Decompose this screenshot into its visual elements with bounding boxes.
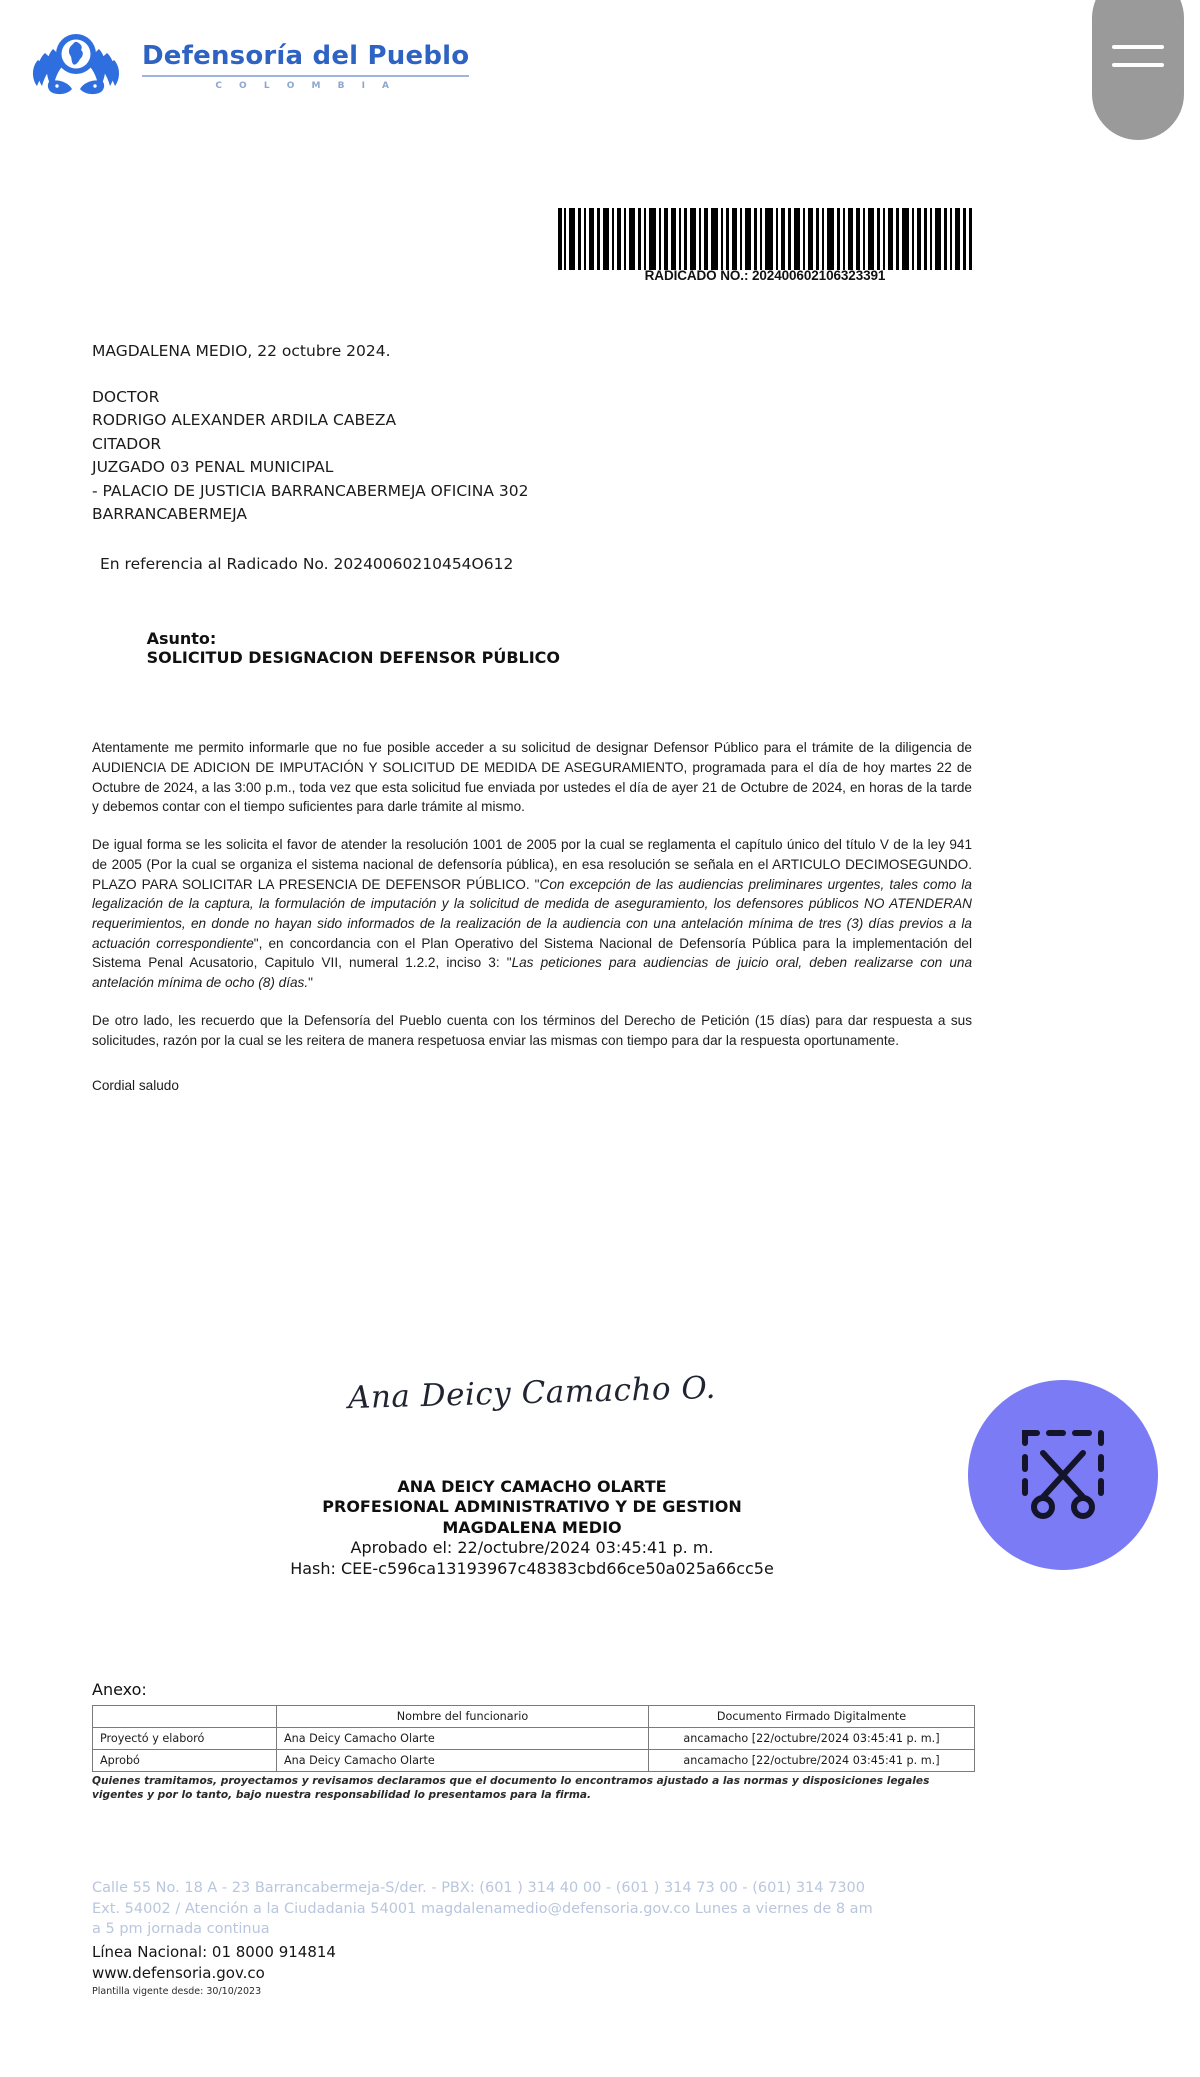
barcode-block — [556, 208, 974, 283]
addressee-line: JUZGADO 03 PENAL MUNICIPAL — [92, 458, 334, 477]
addressee-line: - PALACIO DE JUSTICIA BARRANCABERMEJA OFICINA 302 — [92, 481, 529, 500]
addressee-block — [92, 386, 972, 527]
table-cell-role: Aprobó — [93, 1750, 277, 1772]
document-footer — [92, 1878, 992, 1997]
paragraph-3: De otro lado, les recuerdo que la Defensoría del Pueblo cuenta con los términos del Derecho de Petición (15 días) para dar respuesta a sus solicitudes, razón por la cual se les reitera de manera respetuosa enviar las mismas con tiempo para dar la respuesta oportunamente. — [92, 1012, 972, 1048]
table-cell-signature: ancamacho [22/octubre/2024 03:45:41 p. m.] — [649, 1750, 975, 1772]
hamburger-menu-button[interactable] — [1092, 0, 1184, 140]
table-cell-role: Proyectó y elaboró — [93, 1728, 277, 1750]
table-row — [93, 1728, 975, 1750]
footer-website: www.defensoria.gov.co — [92, 1964, 265, 1983]
table-header-cell — [93, 1706, 277, 1728]
radicado-caption: RADICADO NO.: 202400602106323391 — [644, 268, 886, 283]
addressee-line: CITADOR — [92, 434, 162, 453]
anexo-section — [92, 1680, 982, 1802]
logo-divider — [142, 75, 469, 77]
approval-timestamp: Aprobado el: 22/octubre/2024 03:45:41 p. m. — [350, 1538, 714, 1558]
hamburger-menu-icon — [1112, 63, 1164, 67]
signature-block — [92, 1369, 972, 1580]
paragraph-2-part-a: De igual forma se les solicita el favor de atender la resolución 1001 de 2005 por la cual se reglamenta el capítulo único del título V de la ley 941 de 2005 (Por la cual se organiza el sistema nacional de defensoría pública), en esa resolución se señala en el ARTICULO DECIMOSEGUNDO. PLAZO PARA SOLICITAR LA PRESENCIA DE DEFENSOR PÚBLICO. " — [92, 837, 972, 892]
page-gutter — [1150, 0, 1200, 2077]
handwritten-signature: Ana Deicy Camacho O. — [347, 1369, 717, 1417]
barcode-image — [556, 208, 974, 270]
closing-line: Cordial saludo — [92, 1078, 179, 1094]
footer-address: Calle 55 No. 18 A - 23 Barrancabermeja-S/der. - PBX: (601 ) 314 40 00 - (601 ) 314 73 00 - (601) 314 7300 — [92, 1880, 866, 1896]
paragraph-2 — [92, 835, 972, 993]
snip-crop-scissors-icon — [1011, 1423, 1115, 1527]
hamburger-menu-icon — [1112, 45, 1164, 49]
signer-role: PROFESIONAL ADMINISTRATIVO Y DE GESTION — [322, 1497, 742, 1517]
table-row — [93, 1750, 975, 1772]
paragraph-2-quote-2: Las peticiones para audiencias de juicio oral, deben realizarse con una antelación mínima de ocho (8) días. — [92, 955, 973, 991]
org-country: C O L O M B I A — [215, 81, 397, 92]
paragraph-2-part-c: " — [308, 975, 313, 991]
addressee-line: DOCTOR — [92, 387, 160, 406]
footer-template-note: Plantilla vigente desde: 30/10/2023 — [92, 1986, 262, 1998]
table-header-cell: Nombre del funcionario — [277, 1706, 649, 1728]
signatures-table — [92, 1705, 975, 1772]
footer-hours: a 5 pm jornada continua — [92, 1921, 270, 1938]
table-cell-signature: ancamacho [22/octubre/2024 03:45:41 p. m.] — [649, 1728, 975, 1750]
paragraph-2-quote-1: Con excepción de las audiencias preliminares urgentes, tales como la legalización de la captura, la formulación de imputación y la solicitud de medida de aseguramiento, los defensores públicos NO ATENDERAN requerimientos, en donde no hayan sido informados de la realización de la audiencia con una antelación mínima de tres (3) días previos a la actuación correspondiente — [92, 876, 972, 951]
table-header-cell: Documento Firmado Digitalmente — [649, 1706, 975, 1728]
dove-wings-colombia-logo-icon — [28, 26, 124, 104]
anexo-label: Anexo: — [92, 1680, 147, 1699]
org-title: Defensoría del Pueblo — [142, 40, 470, 71]
letterhead — [28, 26, 469, 104]
subject-line — [102, 610, 972, 686]
table-cell-name: Ana Deicy Camacho Olarte — [277, 1750, 649, 1772]
letter-body — [92, 340, 972, 1093]
paragraph-2-part-b: ", en concordancia con el Plan Operativo del Sistema Nacional de Defensoría Pública para la implementación del Sistema Penal Acusatorio, Capitulo VII, numeral 1.2.2, inciso 3: " — [92, 935, 972, 971]
addressee-line: RODRIGO ALEXANDER ARDILA CABEZA — [92, 411, 397, 430]
snip-crop-button[interactable] — [968, 1380, 1158, 1570]
date-line: MAGDALENA MEDIO, 22 octubre 2024. — [92, 342, 391, 360]
anexo-declaration-note: Quienes tramitamos, proyectamos y revisamos declaramos que el documento lo encontramos ajustado a las normas y disposiciones legales vigentes y por lo tanto, bajo nuestra responsabilidad lo presentamos para la firma. — [92, 1775, 930, 1801]
footer-contact: Ext. 54002 / Atención a la Ciudadania 54001 magdalenamedio@defensoria.gov.co Lunes a viernes de 8 am — [92, 1900, 873, 1917]
reference-line: En referencia al Radicado No. 20240060210454O612 — [100, 554, 514, 573]
subject-value: SOLICITUD DESIGNACION DEFENSOR PÚBLICO — [146, 648, 561, 668]
table-header-row — [93, 1706, 975, 1728]
signer-region: MAGDALENA MEDIO — [442, 1517, 622, 1537]
addressee-line: BARRANCABERMEJA — [92, 505, 248, 524]
signer-name: ANA DEICY CAMACHO OLARTE — [397, 1477, 667, 1496]
table-cell-name: Ana Deicy Camacho Olarte — [277, 1728, 649, 1750]
paragraph-1: Atentamente me permito informarle que no fue posible acceder a su solicitud de designar Defensor Público para el trámite de la diligencia de AUDIENCIA DE ADICION DE IMPUTACIÓN Y SOLICITUD DE MEDIDA DE ASEGURAMIENTO, programada para el día de hoy martes 22 de Octubre de 2024, a las 3:00 p.m., toda vez que esta solicitud fue enviada por ustedes el día de ayer 21 de Octubre de 2024, en horas de la tarde y debemos contar con el tiempo suficientes para darle trámite al mismo. — [92, 740, 972, 815]
footer-national-line: Línea Nacional: 01 8000 914814 — [92, 1942, 336, 1961]
subject-label: Asunto: — [146, 629, 217, 649]
document-hash: Hash: CEE-c596ca13193967c48383cbd66ce50a025a66cc5e — [290, 1559, 774, 1579]
